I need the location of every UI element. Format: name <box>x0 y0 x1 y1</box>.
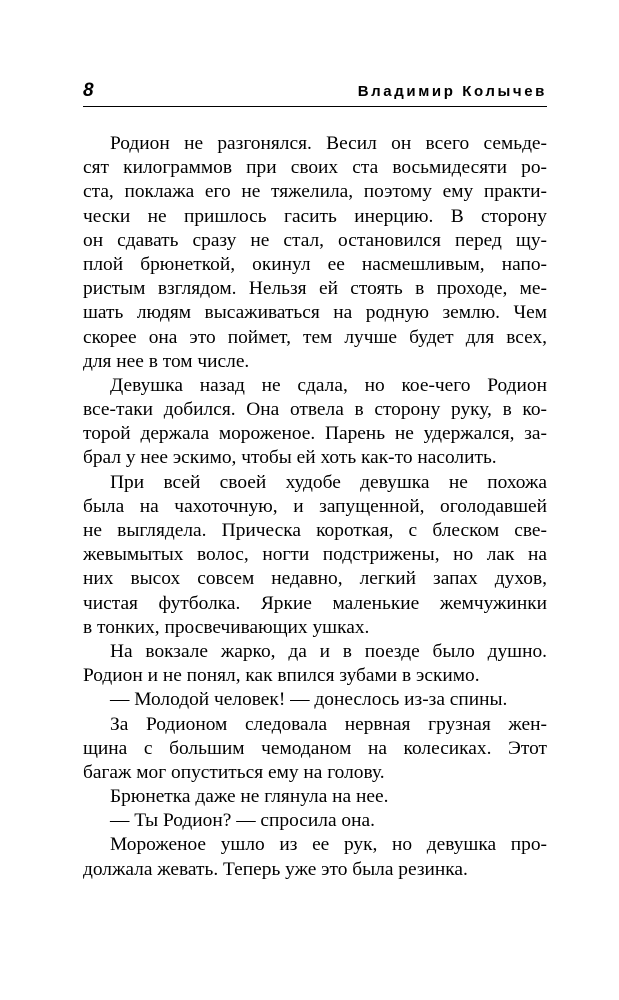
text-line: щина с большим чемоданом на колесиках. Этот <box>83 737 547 759</box>
text-line: брал у нее эскимо, чтобы ей хоть как-то насолить. <box>83 447 497 469</box>
text-line: скорее она это поймет, тем лучше будет для всех, <box>83 326 547 348</box>
text-line: багаж мог опуститься ему на голову. <box>83 761 385 783</box>
text-line: ристым взглядом. Нельзя ей стоять в проходе, ме- <box>83 278 547 300</box>
body-text <box>83 132 547 882</box>
text-line: сят килограммов при своих ста восьмидесяти ро- <box>83 157 547 179</box>
text-line: Родион и не понял, как впился зубами в эскимо. <box>83 665 480 687</box>
text-line: плой брюнеткой, окинул ее насмешливым, напо- <box>83 253 547 275</box>
text-line: торой держала мороженое. Парень не удержался, за- <box>83 423 547 445</box>
text-line: Брюнетка даже не глянула на нее. <box>110 786 389 808</box>
text-line: жевымытых волос, ногти подстрижены, но лак на <box>83 544 547 566</box>
text-line: чистая футболка. Яркие маленькие жемчужинки <box>83 592 547 614</box>
text-line: На вокзале жарко, да и в поезде было душно. <box>110 640 547 662</box>
text-line: должала жевать. Теперь уже это была резинка. <box>83 858 468 880</box>
text-line: Мороженое ушло из ее рук, но девушка про- <box>110 834 547 856</box>
text-line: для нее в том числе. <box>83 350 250 372</box>
text-line: них высох совсем недавно, легкий запах духов, <box>83 568 547 590</box>
text-line: Родион не разгонялся. Весил он всего семьде- <box>110 133 547 154</box>
text-line: При всей своей худобе девушка не похожа <box>110 471 547 493</box>
text-line: все-таки добился. Она отвела в сторону руку, в ко- <box>83 399 547 421</box>
text-line: была на чахоточную, и запущенной, оголодавшей <box>83 495 547 517</box>
text-line: — Молодой человек! — донеслось из-за спины. <box>110 689 508 711</box>
text-line: шать людям высаживаться на родную землю. Чем <box>83 302 547 324</box>
text-line: — Ты Родион? — спросила она. <box>110 810 375 832</box>
text-line: За Родионом следовала нервная грузная жен- <box>110 713 547 735</box>
text-line: чески не пришлось гасить инерцию. В сторону <box>83 205 547 227</box>
header-rule <box>83 106 547 107</box>
text-line: он сдавать сразу не стал, остановился перед щу- <box>83 229 547 251</box>
text-line: Девушка назад не сдала, но кое-чего Родион <box>110 374 547 396</box>
text-line: ста, поклажа его не тяжелила, поэтому ему практи- <box>83 181 547 203</box>
page-header <box>83 80 547 106</box>
page-number: 8 <box>83 80 94 101</box>
text-line: не выглядела. Прическа короткая, с блеском све- <box>83 520 547 541</box>
text-line: в тонких, просвечивающих ушках. <box>83 616 370 638</box>
running-title: Владимир Колычев <box>357 83 547 100</box>
